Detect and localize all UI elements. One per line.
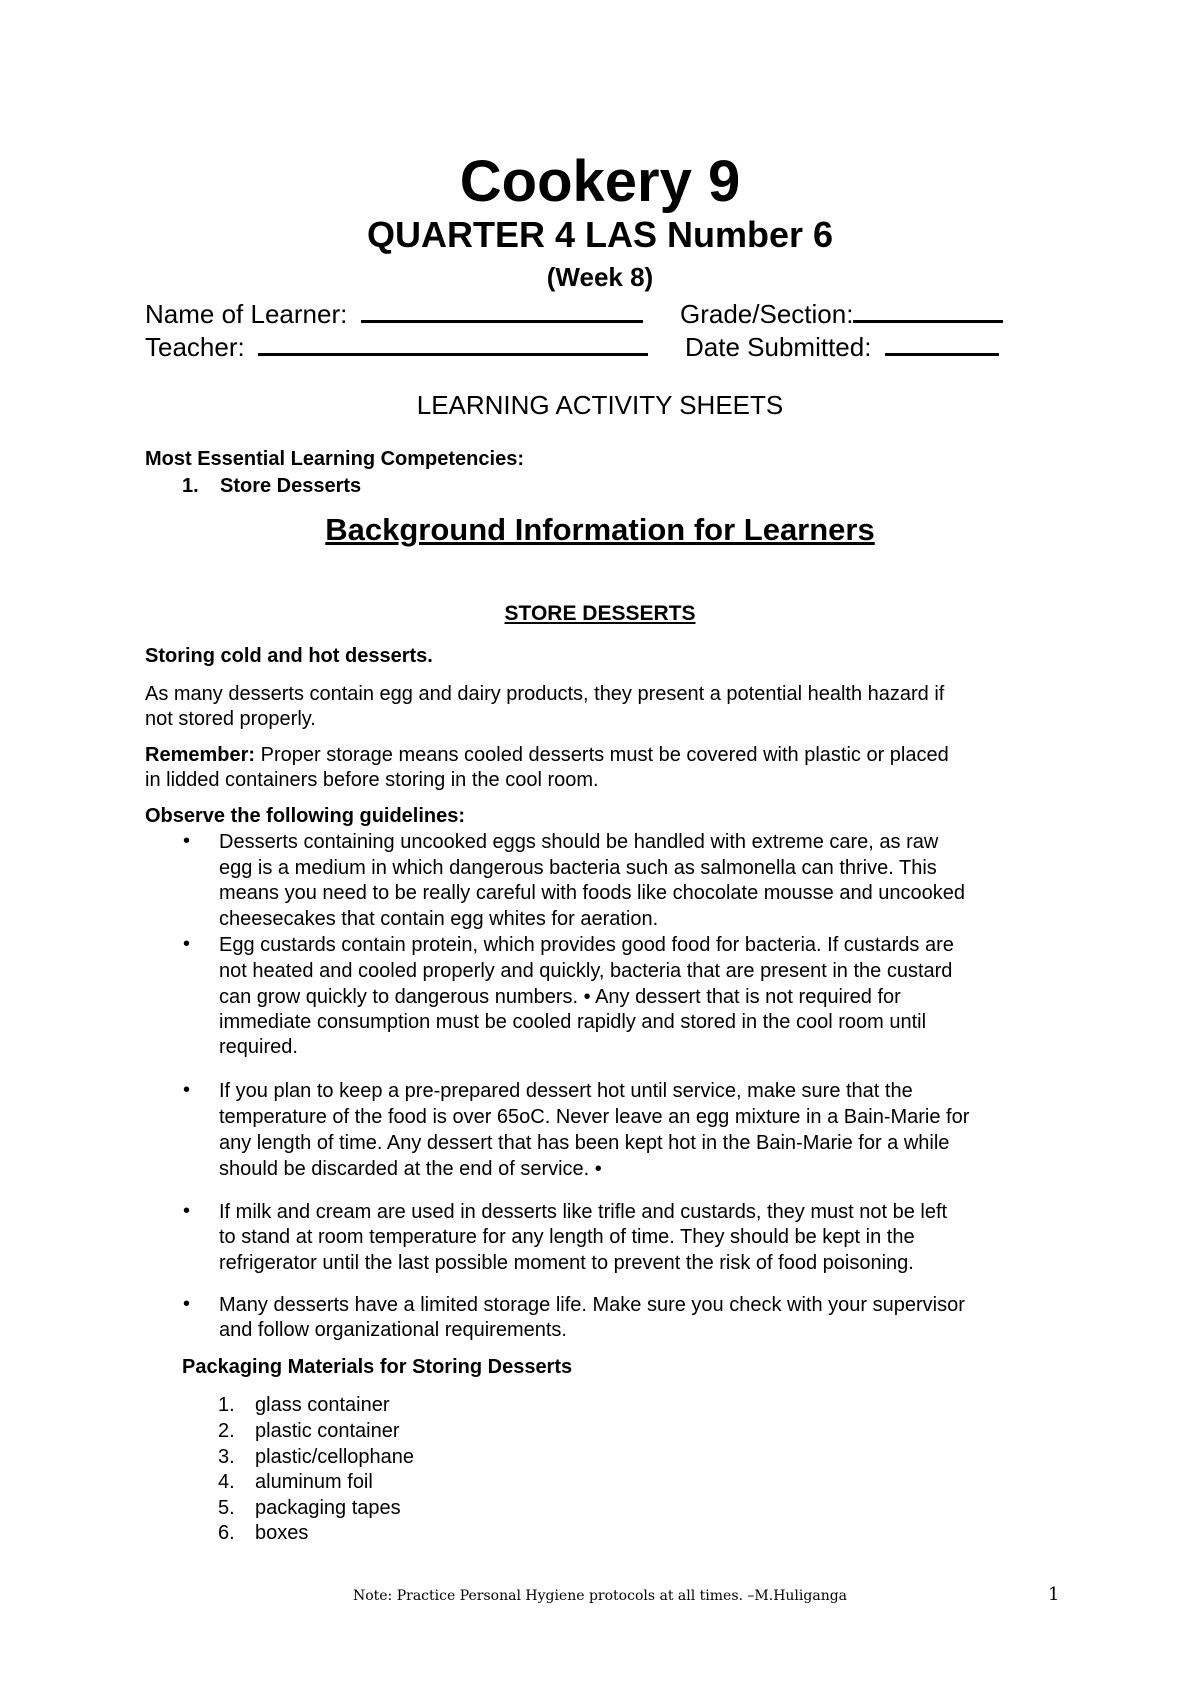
teacher-blank[interactable]: [258, 331, 648, 356]
packaging-item: plastic/cellophane: [255, 1446, 414, 1468]
intro-line-1: As many desserts contain egg and dairy products, they present a potential health hazard if: [145, 683, 945, 705]
packaging-number: 5.: [218, 1497, 235, 1519]
guideline-1-line-1: Desserts containing uncooked eggs should be handled with extreme care, as raw: [219, 831, 939, 853]
packaging-number: 1.: [218, 1394, 235, 1416]
name-of-learner-field: [145, 298, 643, 330]
bullet-icon: •: [183, 1293, 191, 1315]
packaging-number: 3.: [218, 1446, 235, 1468]
competencies-heading: Most Essential Learning Competencies:: [145, 448, 524, 470]
packaging-item: plastic container: [255, 1420, 400, 1442]
grade-section-label: Grade/Section:: [680, 299, 854, 329]
guideline-3-line-3: any length of time. Any dessert that has been kept hot in the Bain-Marie for a while: [219, 1132, 950, 1154]
packaging-item: glass container: [255, 1394, 390, 1416]
guideline-4-line-2: to stand at room temperature for any length of time. They should be kept in the: [219, 1226, 915, 1248]
bullet-icon: •: [183, 933, 191, 955]
packaging-item: aluminum foil: [255, 1471, 373, 1493]
week-label: (Week 8): [546, 262, 654, 292]
packaging-number: 6.: [218, 1522, 235, 1544]
guideline-2-line-3: can grow quickly to dangerous numbers. • Any dessert that is not required for: [219, 986, 901, 1008]
grade-section-field: [680, 298, 1003, 330]
name-of-learner-blank[interactable]: [361, 298, 643, 323]
guideline-4-line-3: refrigerator until the last possible moment to prevent the risk of food poisoning.: [219, 1252, 914, 1274]
guideline-2-line-5: required.: [219, 1036, 298, 1058]
document-title: Cookery 9: [459, 149, 741, 214]
storing-heading: Storing cold and hot desserts.: [145, 645, 433, 667]
page-number: 1: [1048, 1584, 1060, 1605]
bullet-icon: •: [183, 830, 191, 852]
intro-line-2: not stored properly.: [145, 708, 316, 730]
date-submitted-label: Date Submitted:: [685, 332, 872, 362]
remember-text-1: Proper storage means cooled desserts must be covered with plastic or placed: [255, 744, 949, 766]
guideline-1-line-4: cheesecakes that contain egg whites for aeration.: [219, 908, 659, 930]
packaging-heading: Packaging Materials for Storing Desserts: [182, 1356, 573, 1378]
guideline-1-line-3: means you need to be really careful with foods like chocolate mousse and uncooked: [219, 882, 966, 904]
name-of-learner-label: Name of Learner:: [145, 299, 348, 329]
date-submitted-blank[interactable]: [885, 331, 999, 356]
guideline-4-line-1: If milk and cream are used in desserts like trifle and custards, they must not be left: [219, 1201, 948, 1223]
packaging-number: 2.: [218, 1420, 235, 1442]
competency-item: Store Desserts: [220, 475, 362, 497]
guideline-3-line-2: temperature of the food is over 65oC. Never leave an egg mixture in a Bain-Marie for: [219, 1106, 970, 1128]
guideline-3-line-4: should be discarded at the end of service. •: [219, 1158, 602, 1180]
teacher-label: Teacher:: [145, 332, 245, 362]
guideline-5-line-1: Many desserts have a limited storage life. Make sure you check with your supervisor: [219, 1294, 965, 1316]
packaging-item: packaging tapes: [255, 1497, 401, 1519]
guideline-3-line-1: If you plan to keep a pre-prepared dessert hot until service, make sure that the: [219, 1080, 913, 1102]
guideline-2-line-1: Egg custards contain protein, which provides good food for bacteria. If custards are: [219, 934, 954, 956]
remember-line-2: in lidded containers before storing in the cool room.: [145, 769, 599, 791]
remember-label: Remember:: [145, 744, 256, 766]
teacher-field: [145, 331, 648, 363]
learning-activity-sheets-heading: LEARNING ACTIVITY SHEETS: [416, 390, 784, 420]
footer-note: Note: Practice Personal Hygiene protocols at all times. –M.Huliganga: [352, 1588, 848, 1604]
guidelines-heading: Observe the following guidelines:: [145, 805, 466, 827]
guideline-2-line-2: not heated and cooled properly and quickly, bacteria that are present in the custard: [219, 960, 953, 982]
grade-section-blank[interactable]: [853, 298, 1003, 323]
packaging-number: 4.: [218, 1471, 235, 1493]
bullet-icon: •: [183, 1079, 191, 1101]
quarter-subtitle: QUARTER 4 LAS Number 6: [366, 214, 834, 255]
bullet-icon: •: [183, 1200, 191, 1222]
packaging-item: boxes: [255, 1522, 309, 1544]
guideline-1-line-2: egg is a medium in which dangerous bacteria such as salmonella can thrive. This: [219, 857, 937, 879]
store-desserts-title: STORE DESSERTS: [504, 602, 696, 625]
guideline-2-line-4: immediate consumption must be cooled rapidly and stored in the cool room until: [219, 1011, 927, 1033]
remember-line-1: [145, 743, 949, 769]
guideline-5-line-2: and follow organizational requirements.: [219, 1319, 567, 1341]
background-information-title: Background Information for Learners: [325, 512, 875, 547]
competency-number: 1.: [182, 475, 199, 497]
date-submitted-field: [685, 331, 999, 363]
